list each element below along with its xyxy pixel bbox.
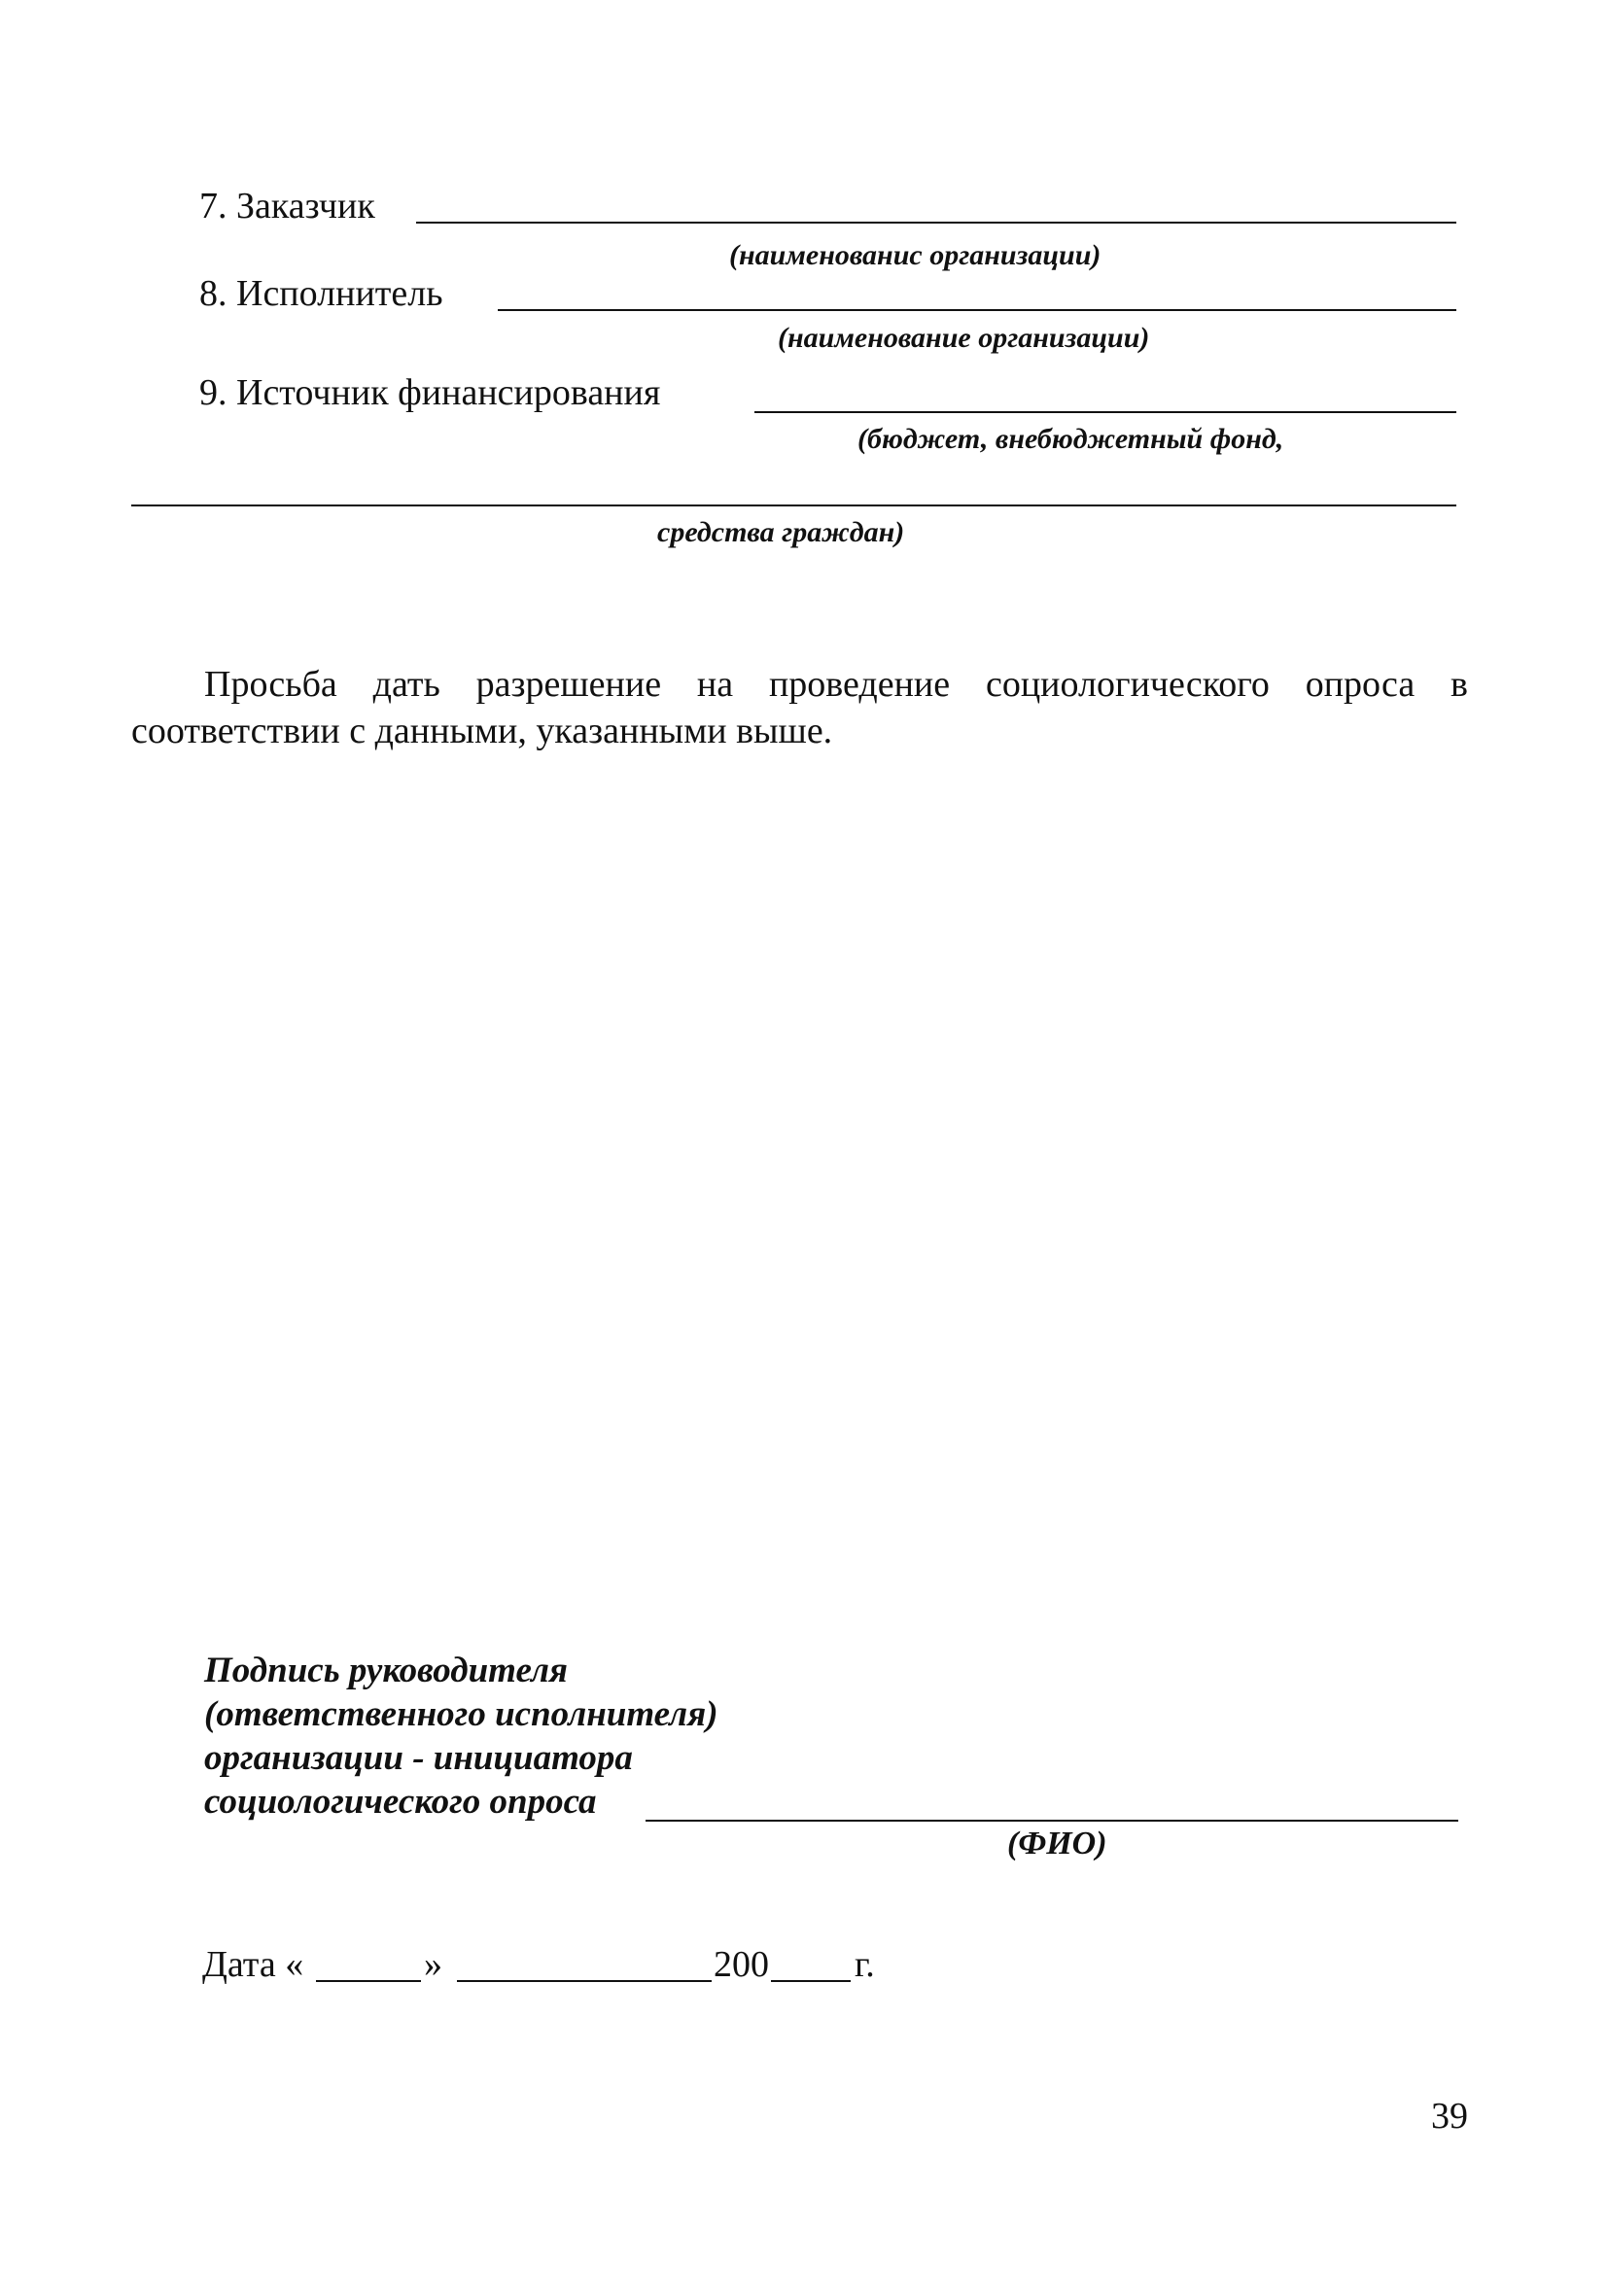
- funding-hint-1: (бюджет, внебюджетный фонд,: [857, 423, 1284, 455]
- request-line-1: Просьба дать разрешение на проведение социологического опроса в: [204, 664, 1468, 705]
- date-month-line[interactable]: [457, 1980, 712, 1982]
- funding-field-line[interactable]: [754, 411, 1456, 413]
- date-year-prefix: 200: [714, 1944, 769, 1985]
- name-hint: (ФИО): [1007, 1826, 1107, 1861]
- request-paragraph: [131, 661, 1468, 754]
- contractor-hint: (наименование организации): [778, 322, 1150, 354]
- date-year-line[interactable]: [771, 1980, 851, 1982]
- customer-field-line[interactable]: [416, 222, 1456, 224]
- signature-label-line-3: организации - инициатора: [204, 1738, 633, 1778]
- date-close-quote: »: [424, 1944, 442, 1985]
- contractor-label: 8. Исполнитель: [199, 273, 443, 314]
- page-number: 39: [1431, 2096, 1468, 2137]
- funding-hint-2: средства граждан): [657, 516, 905, 548]
- date-day-line[interactable]: [316, 1980, 421, 1982]
- signature-label-line-4: социологического опроса: [204, 1782, 597, 1822]
- customer-hint: (наименованис организации): [729, 239, 1101, 271]
- date-label: Дата «: [202, 1944, 304, 1985]
- request-line-2: соответствии с данными, указанными выше.: [131, 711, 833, 751]
- signature-label-line-2: (ответственного исполнителя): [204, 1694, 718, 1734]
- customer-label: 7. Заказчик: [199, 186, 375, 226]
- contractor-field-line[interactable]: [498, 309, 1456, 311]
- funding-continuation-line[interactable]: [131, 504, 1456, 506]
- signature-label-line-1: Подпись руководителя: [204, 1651, 568, 1690]
- date-year-suffix: г.: [855, 1944, 875, 1985]
- signature-field-line[interactable]: [646, 1820, 1458, 1822]
- funding-label: 9. Источник финансирования: [199, 372, 661, 413]
